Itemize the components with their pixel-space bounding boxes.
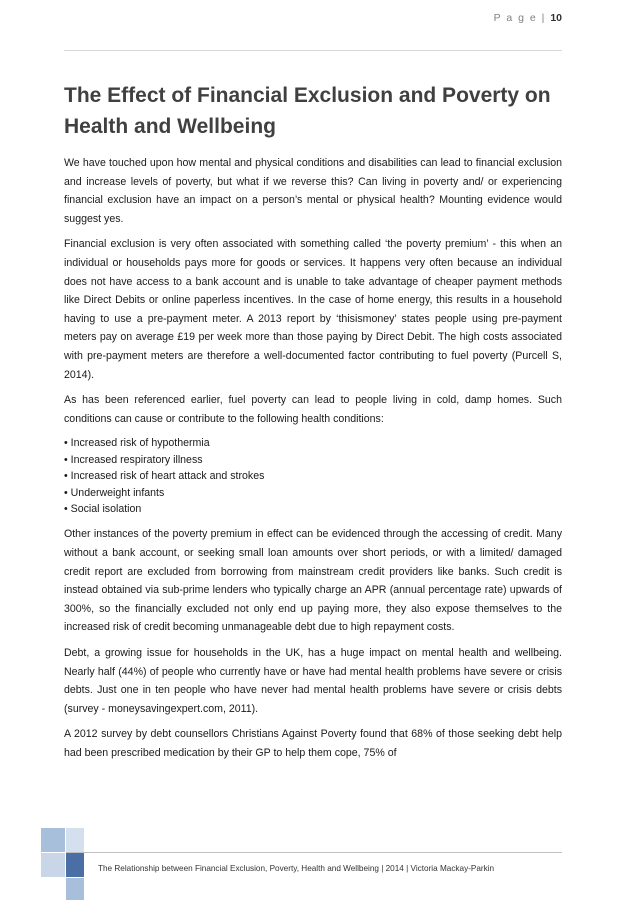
paragraph-poverty-premium: Financial exclusion is very often associated with something called ‘the poverty premium’ - this when an individual or households pays more for goods or services. It happens very often because an individual does not have access to a bank account and is unable to take advantage of cheaper payment methods like Direct Debits or online paperless incentives. In the case of home energy, this results in a household having to use a pre-payment meter. A 2013 report by ‘thisismoney’ states people using pre-payment meters pay on average £19 per week more than those paying by Direct Debit. The high costs associated with pre-payment meters are therefore a well-documented factor contributing to fuel poverty (Purcell S, 2014). bbox=[64, 238, 562, 381]
page-separator: | bbox=[541, 12, 546, 24]
page-label: P a g e bbox=[493, 12, 538, 24]
paragraph-debt: Debt, a growing issue for households in the UK, has a huge impact on mental health and wellbeing. Nearly half (44%) of people who currently have or have had mental health problems have severe or crisis debts. Just one in ten people who have never had mental health problems have severe or crisis debts (survey - moneysavingexpert.com, 2011). bbox=[64, 646, 562, 715]
list-item: • Underweight infants bbox=[64, 485, 562, 501]
list-item: • Increased respiratory illness bbox=[64, 452, 562, 468]
paragraph-survey: A 2012 survey by debt counsellors Christians Against Poverty found that 68% of those seeking debt help had been prescribed medication by their GP to help them cope, 75% of bbox=[64, 728, 562, 759]
page-footer bbox=[0, 828, 638, 903]
footer-text: The Relationship between Financial Exclusion, Poverty, Health and Wellbeing | 2014 | Victoria Mackay-Parkin bbox=[98, 864, 495, 873]
list-item: • Increased risk of heart attack and strokes bbox=[64, 468, 562, 484]
footer-decor-square bbox=[66, 853, 84, 877]
footer-decor-square bbox=[41, 828, 65, 852]
paragraph-fuel-poverty: As has been referenced earlier, fuel poverty can lead to people living in cold, damp homes. Such conditions can cause or contribute to the following health conditions: bbox=[64, 394, 562, 425]
list-item: • Increased risk of hypothermia bbox=[64, 435, 562, 451]
page-number: 10 bbox=[550, 12, 562, 24]
paragraph-intro: We have touched upon how mental and physical conditions and disabilities can lead to financial exclusion and increase levels of poverty, but what if we reverse this? Can living in poverty and/ or experiencing financial exclusion have an impact on a person’s mental or physical health? Mounting evidence would suggest yes. bbox=[64, 157, 562, 225]
footer-decor-square bbox=[66, 878, 84, 900]
footer-decor-square bbox=[41, 853, 65, 877]
paragraph-credit: Other instances of the poverty premium in effect can be evidenced through the accessing of credit. Many without a bank account, or seeking small loan amounts over short periods, or with a limited/ damaged credit report are excluded from borrowing from mainstream credit providers like banks. Such credit is instead obtained via sub-prime lenders who typically charge an APR (annual percentage rate) upwards of 300%, so the financially excluded not only end up paying more, they also expose themselves to the increased risk of credit becoming unmanageable debt due to high repayment costs. bbox=[64, 528, 562, 634]
list-item: • Social isolation bbox=[64, 501, 562, 517]
footer-decor-square bbox=[66, 828, 84, 852]
section-title: The Effect of Financial Exclusion and Poverty on Health and Wellbeing bbox=[64, 84, 551, 138]
header-rule bbox=[64, 50, 562, 51]
health-conditions-list bbox=[64, 435, 562, 517]
footer-rule bbox=[66, 852, 562, 853]
page-content bbox=[64, 80, 562, 769]
page-header bbox=[494, 12, 562, 24]
